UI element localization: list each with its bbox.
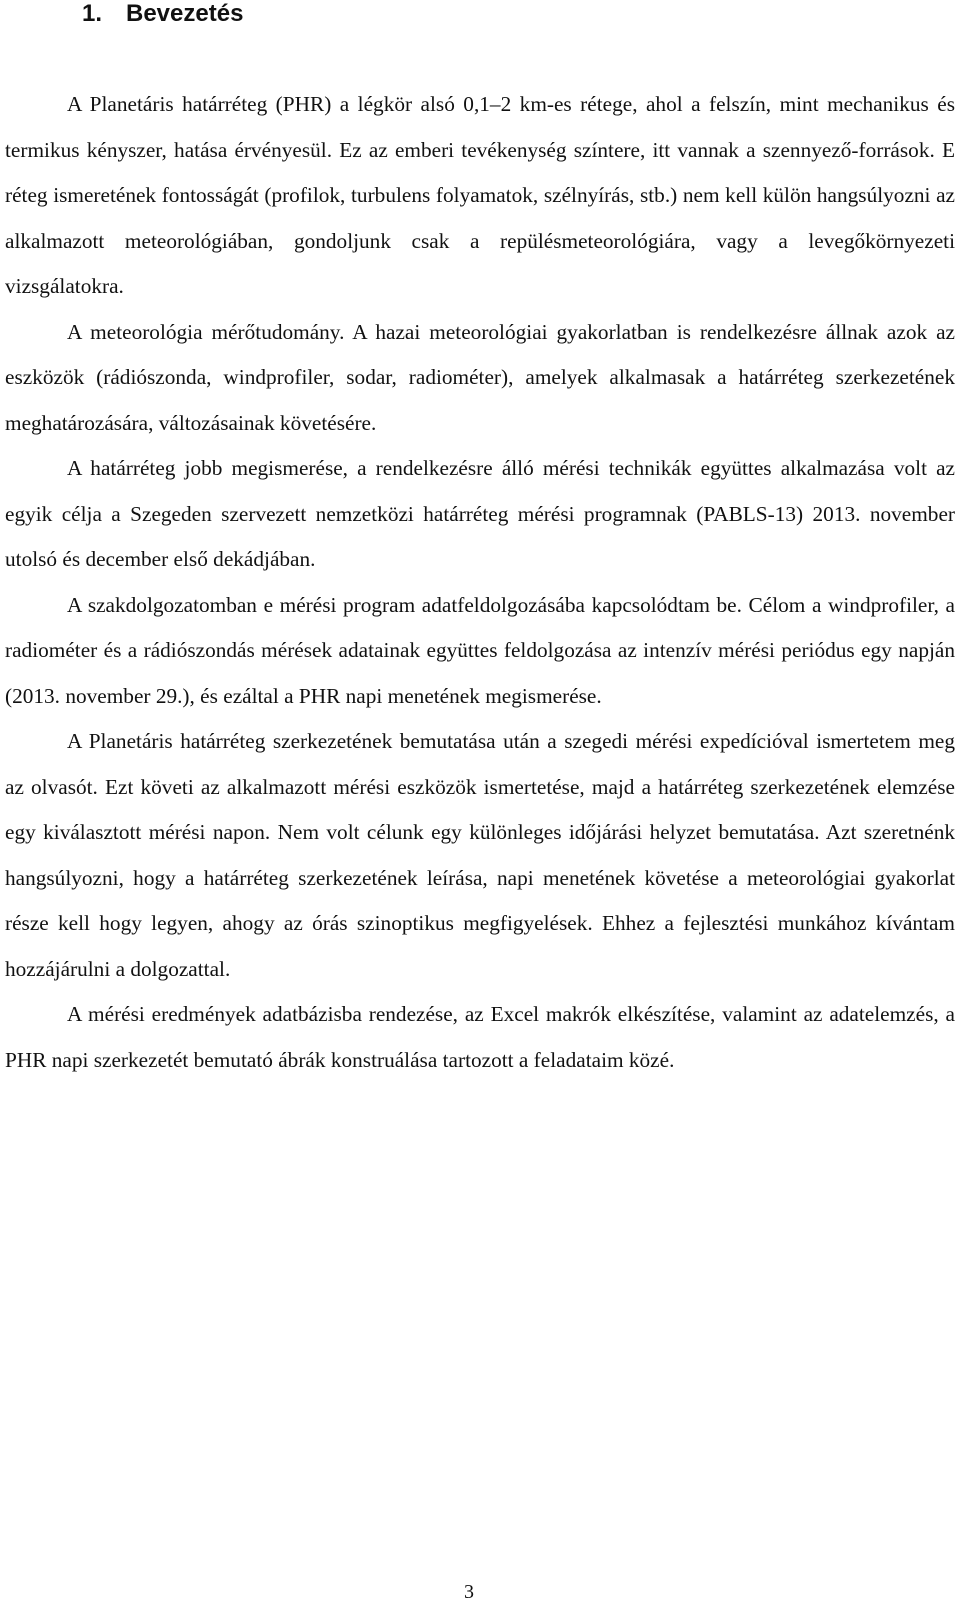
- body-text: [5, 82, 955, 1083]
- section-heading: [82, 0, 243, 34]
- section-number: 1.: [82, 0, 103, 27]
- paragraph-structure: A Planetáris határréteg szerkezetének bemutatása után a szegedi mérési expedícióval ismertetem meg az olvasót. Ezt követi az alkalmazott mérési eszközök ismertetése, majd a határréteg szerkezetének elemzése egy kiválasztott mérési napon. Nem volt célunk egy különleges időjárási helyzet bemutatása. Azt szeretnénk hangsúlyozni, hogy a határréteg szerkezetének leírása, napi menetének követése a meteorológiai gyakorlat része kell hogy legyen, ahogy az órás szinoptikus megfigyelések. Ehhez a fejlesztési munkához kívántam hozzájárulni a dolgozattal.: [5, 729, 955, 981]
- page-number: 3: [464, 1581, 474, 1603]
- paragraph-instruments: A meteorológia mérőtudomány. A hazai meteorológiai gyakorlatban is rendelkezésre állnak azok az eszközök (rádiószonda, windprofiler, sodar, radiométer), amelyek alkalmasak a határréteg szerkezetének meghatározására, változásainak követésére.: [5, 319, 955, 435]
- section-title: Bevezetés: [126, 0, 244, 27]
- paragraph-tasks: A mérési eredmények adatbázisba rendezése, az Excel makrók elkészítése, valamint az adatelemzés, a PHR napi szerkezetét bemutató ábrák konstruálása tartozott a feladataim közé.: [5, 1002, 955, 1072]
- paragraph-thesis-goal: A szakdolgozatomban e mérési program adatfeldolgozásába kapcsolódtam be. Célom a windprofiler, a radiométer és a rádiószondás mérések adatainak együttes feldolgozása az intenzív mérési periódus egy napján (2013. november 29.), és ezáltal a PHR napi menetének megismerése.: [5, 592, 955, 708]
- paragraph-introduction: A Planetáris határréteg (PHR) a légkör alsó 0,1–2 km-es rétege, ahol a felszín, mint mechanikus és termikus kényszer, hatása érvényesül. Ez az emberi tevékenység színtere, itt vannak a szennyező-források. E réteg ismeretének fontosságát (profilok, turbulens folyamatok, szélnyírás, stb.) nem kell külön hangsúlyozni az alkalmazott meteorológiában, gondoljunk csak a repülésmeteorológiára, vagy a levegőkörnyezeti vizsgálatokra.: [5, 92, 955, 298]
- paragraph-measurement-program: A határréteg jobb megismerése, a rendelkezésre álló mérési technikák együttes alkalmazása volt az egyik célja a Szegeden szervezett nemzetközi határréteg mérési programnak (PABLS-13) 2013. november utolsó és december első dekádjában.: [5, 456, 955, 571]
